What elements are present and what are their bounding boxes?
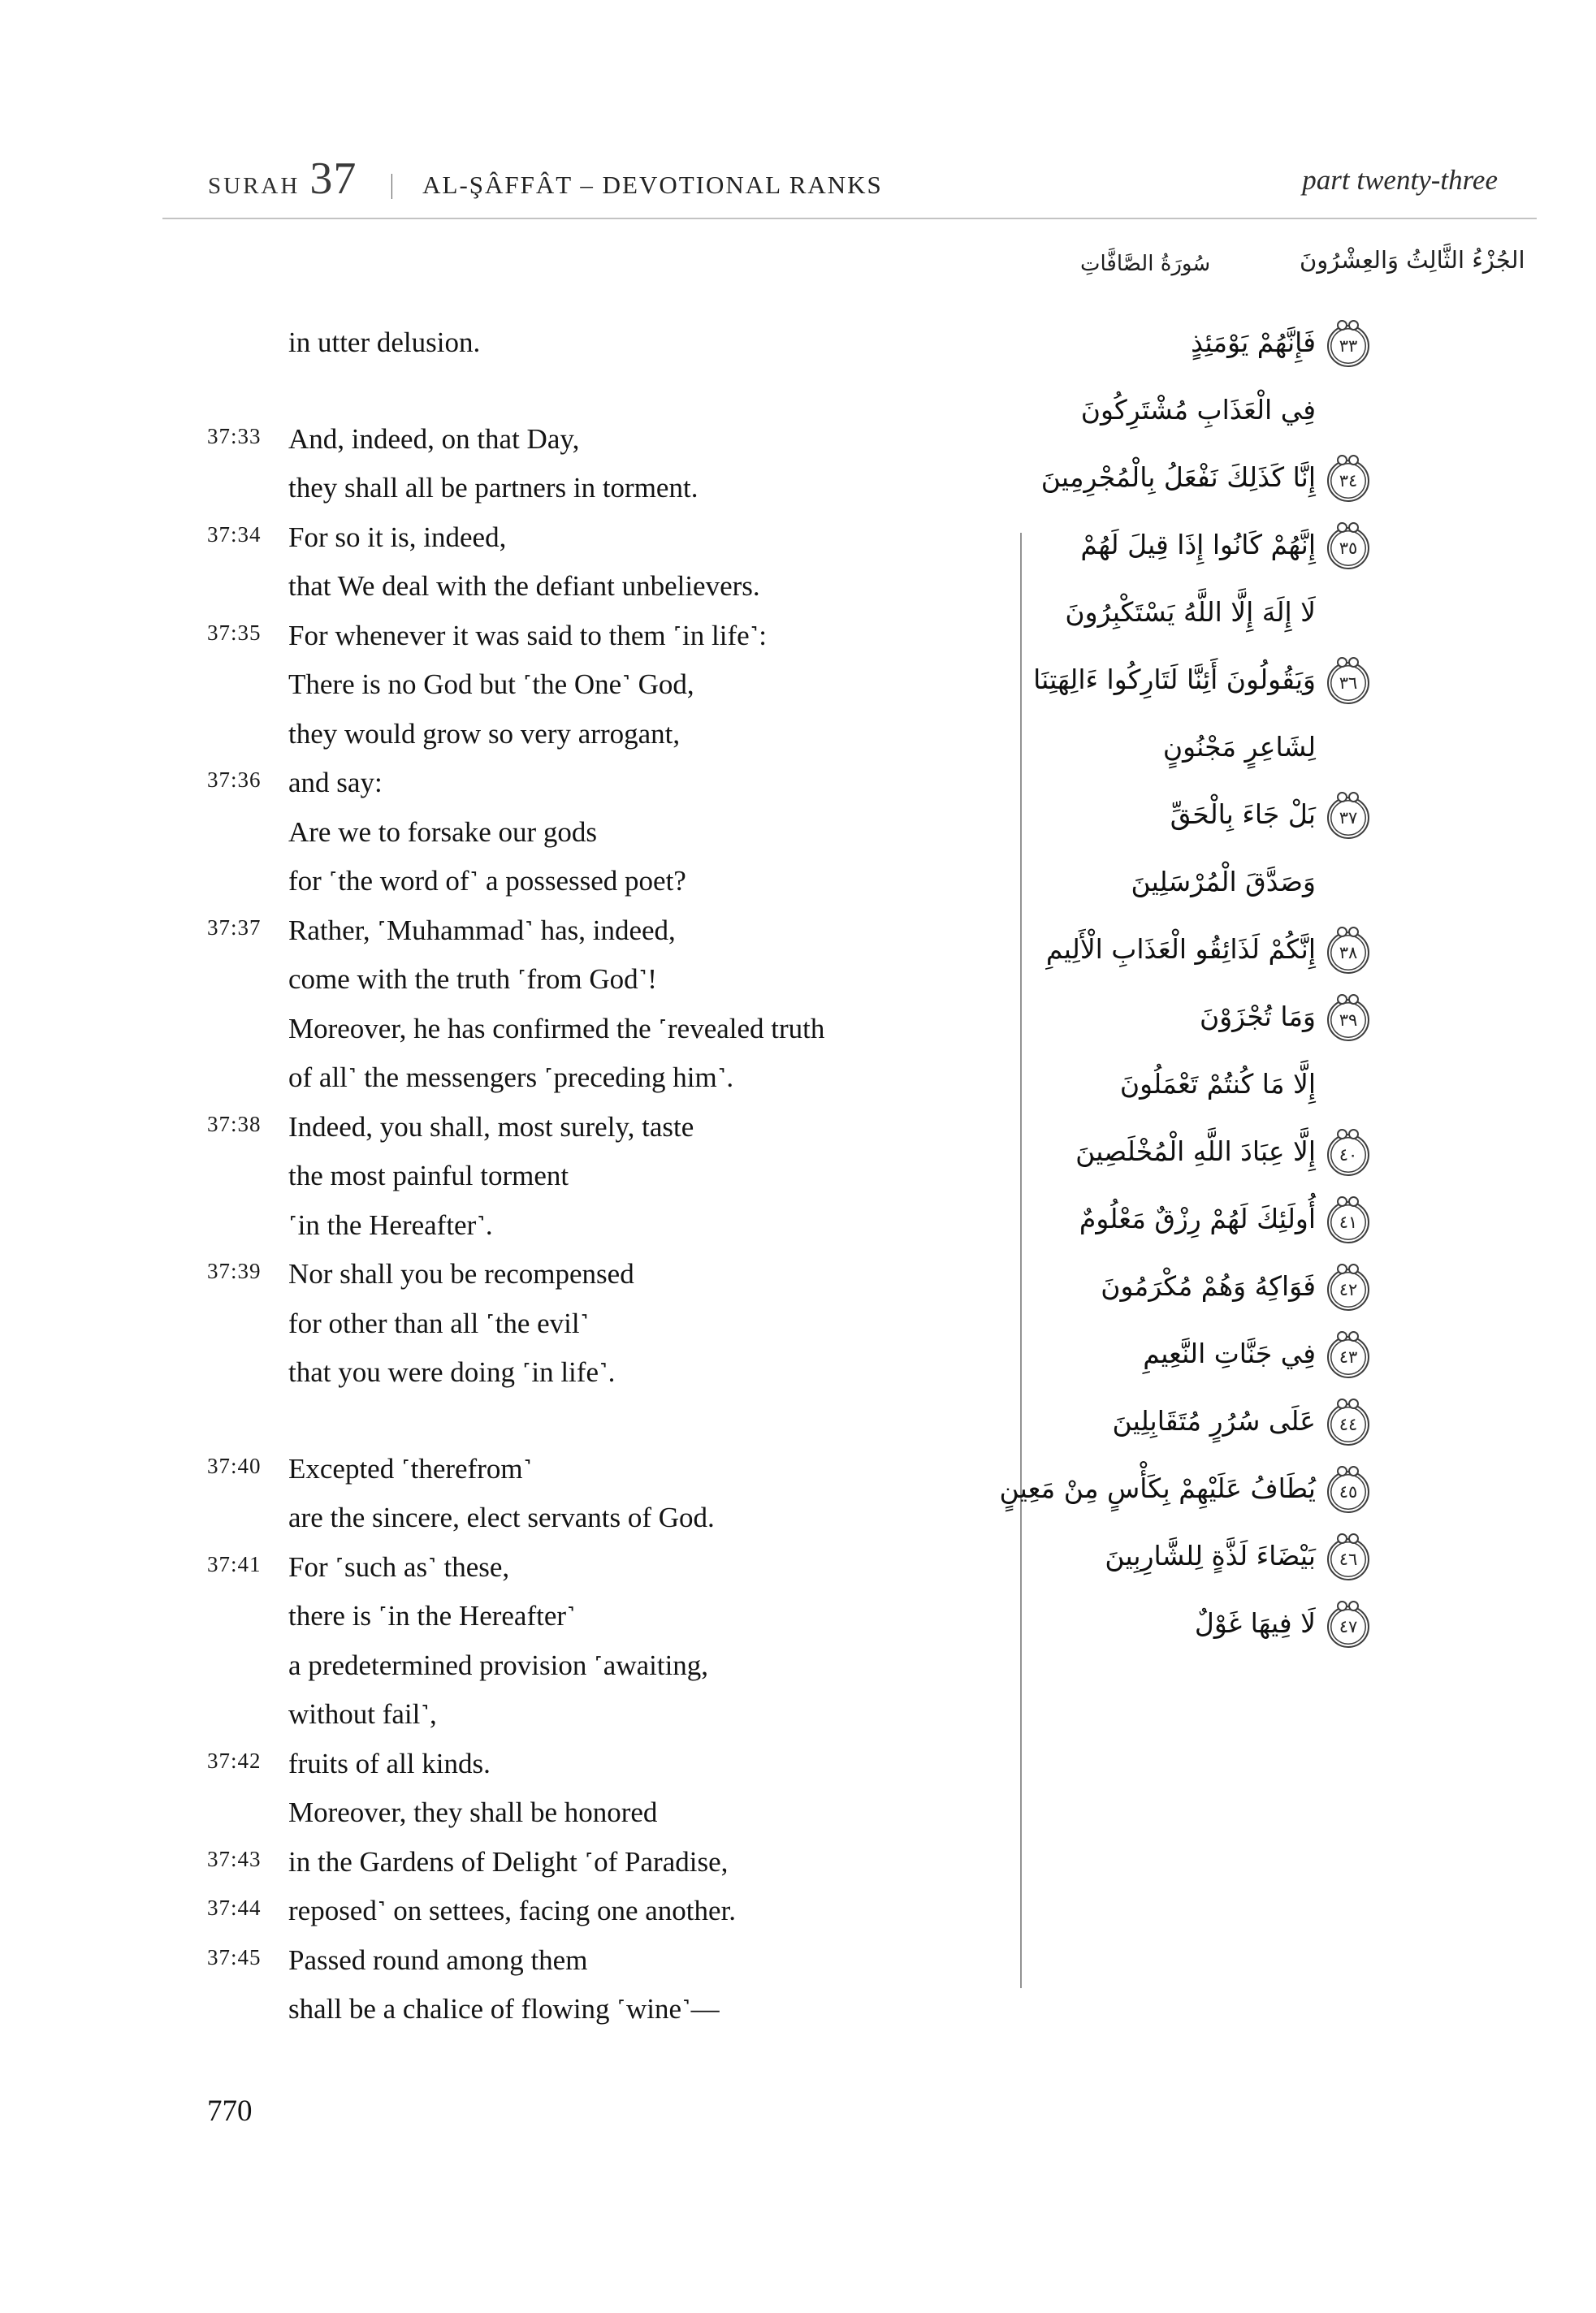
juz-title-arabic: الجُزْءُ الثَّالِثُ وَالعِشْرُونَ <box>1300 246 1525 274</box>
verse-medallion <box>1327 1403 1369 1446</box>
medallion-number: ٣٩ <box>1339 1010 1358 1030</box>
verse-lines <box>288 1250 1027 1398</box>
arabic-line-text: وَصَدَّقَ الْمُرْسَلِينَ <box>1131 866 1316 897</box>
arabic-line-text: إِلَّا مَا كُنتُمْ تَعْمَلُونَ <box>1119 1068 1316 1100</box>
verse-lines <box>288 1838 1027 1887</box>
verse-block <box>207 415 1027 513</box>
arabic-line-text: بَيْضَاءَ لَذَّةٍ لِلشَّارِبِينَ <box>1105 1540 1316 1572</box>
arabic-text-column <box>999 318 1374 1667</box>
arabic-line-text: فَوَاكِهُ وَهُمْ مُكْرَمُونَ <box>1101 1270 1316 1302</box>
verse-medallion <box>1327 1134 1369 1176</box>
verse-medallion <box>1327 1606 1369 1648</box>
verse-line: Indeed, you shall, most surely, taste <box>288 1110 694 1143</box>
arabic-line <box>1040 723 1374 790</box>
medallion-number: ٤٤ <box>1339 1415 1358 1434</box>
verse-line: fruits of all kinds. <box>288 1747 491 1779</box>
arabic-line-text: وَمَا تُجْزَوْنَ <box>1199 1001 1316 1032</box>
verse-ref: 37:37 <box>207 914 262 940</box>
arabic-line-text: عَلَى سُرُرٍ مُتَقَابِلِينَ <box>1112 1405 1316 1437</box>
verse-ref: 37:44 <box>207 1896 262 1920</box>
verse-line: and say: <box>288 767 383 798</box>
verse-line: in utter delusion. <box>288 326 481 358</box>
verse-medallion <box>1327 797 1369 839</box>
arabic-line <box>1040 1397 1374 1464</box>
medallion-number: ٣٧ <box>1339 808 1358 828</box>
medallion-number: ٤٠ <box>1339 1145 1358 1165</box>
verse-line: Moreover, they shall be honored <box>288 1796 658 1828</box>
medallion-number: ٤٣ <box>1339 1347 1358 1367</box>
arabic-line <box>1040 992 1374 1060</box>
verse-medallion <box>1327 325 1369 367</box>
arabic-line <box>1040 790 1374 858</box>
medallion-number: ٤٥ <box>1339 1482 1358 1502</box>
verse-ref: 37:40 <box>207 1453 262 1478</box>
verse-medallion <box>1327 1538 1369 1580</box>
medallion-number: ٤٢ <box>1339 1280 1358 1299</box>
verse-line: Rather, ˹Muhammad˺ has, indeed, <box>288 914 676 946</box>
verse-ref: 37:35 <box>207 620 262 645</box>
arabic-line-text: وَيَقُولُونَ أَئِنَّا لَتَارِكُوا ءَالِهَتِنَا <box>1033 664 1316 695</box>
part-label: part twenty-three <box>1302 164 1498 196</box>
arabic-line-text: إِنَّا كَذَلِكَ نَفْعَلُ بِالْمُجْرِمِينَ <box>1040 461 1316 493</box>
arabic-line <box>1033 655 1374 723</box>
arabic-line-text: إِلَّا عِبَادَ اللَّهِ الْمُخْلَصِينَ <box>1075 1135 1316 1167</box>
verse-line: And, indeed, on that Day, <box>288 422 580 455</box>
medallion-number: ٤٦ <box>1339 1550 1358 1569</box>
verse-ref: 37:33 <box>207 423 262 448</box>
verse-lines <box>288 513 1027 612</box>
arabic-line-text: فَإِنَّهُمْ يَوْمَئِذٍ <box>1191 326 1316 358</box>
verse-medallion <box>1327 932 1369 974</box>
verse-medallion <box>1327 1471 1369 1513</box>
arabic-line <box>1040 1532 1374 1599</box>
verse-medallion <box>1327 460 1369 502</box>
header-rule <box>162 218 1537 219</box>
arabic-line <box>1040 1262 1374 1329</box>
arabic-line-text: فِي جَنَّاتِ النَّعِيمِ <box>1143 1338 1316 1369</box>
verse-lines <box>288 1543 1027 1740</box>
verse-lines <box>288 318 1027 368</box>
arabic-line-text: لَا إِلَهَ إِلَّا اللَّهُ يَسْتَكْبِرُونَ <box>1065 596 1316 628</box>
english-translation-column <box>207 318 1027 2034</box>
arabic-line-text: إِنَّهُمْ كَانُوا إِذَا قِيلَ لَهُمْ <box>1080 529 1316 560</box>
arabic-line <box>1040 453 1374 521</box>
medallion-number: ٣٣ <box>1339 336 1358 356</box>
verse-lines <box>288 1887 1027 1936</box>
verse-block <box>207 318 1027 368</box>
verse-line: for other than all ˹the evil˺ <box>288 1307 590 1339</box>
verse-line: ˹in the Hereafter˺. <box>288 1208 493 1241</box>
verse-block <box>207 1103 1027 1251</box>
arabic-line <box>1040 858 1374 925</box>
verse-line: they would grow so very arrogant, <box>288 717 681 750</box>
arabic-line <box>1040 1599 1374 1667</box>
surah-number: 37 <box>309 153 357 204</box>
verse-block <box>207 1543 1027 1740</box>
verse-medallion <box>1327 527 1369 569</box>
column-divider <box>1020 533 1022 1988</box>
verse-lines <box>288 906 1027 1103</box>
medallion-number: ٣٨ <box>1339 943 1358 962</box>
medallion-number: ٤١ <box>1339 1213 1358 1232</box>
arabic-line-text: أُولَئِكَ لَهُمْ رِزْقٌ مَعْلُومٌ <box>1079 1203 1316 1234</box>
arabic-line-text: فِي الْعَذَابِ مُشْتَرِكُونَ <box>1080 394 1316 426</box>
verse-line: without fail˺, <box>288 1698 437 1730</box>
arabic-line <box>1040 318 1374 386</box>
verse-line: in the Gardens of Delight ˹of Paradise, <box>288 1845 729 1878</box>
arabic-line-text: لَا فِيهَا غَوْلٌ <box>1194 1607 1316 1639</box>
verse-block <box>207 513 1027 612</box>
verse-line: there is ˹in the Hereafter˺ <box>288 1600 576 1632</box>
verse-line: Nor shall you be recompensed <box>288 1258 634 1290</box>
verse-lines <box>288 1445 1027 1543</box>
verse-line: for ˹the word of˺ a possessed poet? <box>288 865 686 897</box>
arabic-line <box>1040 588 1374 655</box>
verse-line: For so it is, indeed, <box>288 521 507 553</box>
verse-block <box>207 612 1027 759</box>
arabic-line <box>1040 1127 1374 1195</box>
verse-medallion <box>1327 662 1369 704</box>
surah-label: SURAH <box>208 173 301 199</box>
verse-medallion <box>1327 999 1369 1041</box>
verse-block <box>207 1445 1027 1543</box>
verse-line: Passed round among them <box>288 1943 588 1976</box>
arabic-line <box>1040 386 1374 453</box>
verse-ref: 37:45 <box>207 1944 262 1969</box>
arabic-line <box>1040 1060 1374 1127</box>
surah-title-arabic: سُورَةُ الصَّافَّاتِ <box>1080 252 1211 276</box>
verse-block <box>207 1936 1027 2034</box>
arabic-line <box>1040 925 1374 992</box>
header-separator: | <box>390 170 394 200</box>
verse-medallion <box>1327 1201 1369 1243</box>
verse-line: the most painful torment <box>288 1160 569 1191</box>
medallion-number: ٣٦ <box>1339 673 1358 693</box>
verse-ref: 37:38 <box>207 1111 262 1136</box>
verse-block <box>207 1887 1027 1936</box>
verse-line: For ˹such as˺ these, <box>288 1550 510 1583</box>
verse-lines <box>288 1103 1027 1251</box>
arabic-line-text: بَلْ جَاءَ بِالْحَقِّ <box>1170 798 1316 830</box>
verse-medallion <box>1327 1336 1369 1378</box>
verse-block <box>207 1250 1027 1398</box>
verse-line: are the sincere, elect servants of God. <box>288 1502 715 1533</box>
verse-lines <box>288 415 1027 513</box>
verse-line: Are we to forsake our gods <box>288 815 598 848</box>
verse-lines <box>288 612 1027 759</box>
verse-line: reposed˺ on settees, facing one another. <box>288 1895 737 1926</box>
page-header <box>162 153 1537 211</box>
surah-heading <box>208 153 883 205</box>
verse-line: that you were doing ˹in life˺. <box>288 1356 616 1388</box>
verse-ref: 37:39 <box>207 1259 262 1283</box>
verse-block <box>207 1740 1027 1838</box>
page-number: 770 <box>207 2095 253 2128</box>
verse-ref: 37:36 <box>207 767 262 792</box>
verse-block <box>207 1838 1027 1887</box>
medallion-number: ٤٧ <box>1339 1617 1358 1636</box>
arabic-line-text: إِنَّكُمْ لَذَائِقُو الْعَذَابِ الْأَلِيمِ <box>1045 933 1316 965</box>
medallion-number: ٣٤ <box>1339 471 1358 491</box>
verse-lines <box>288 1740 1027 1838</box>
medallion-number: ٣٥ <box>1339 538 1358 558</box>
arabic-line-text: لِشَاعِرٍ مَجْنُونٍ <box>1162 731 1316 763</box>
verse-line: come with the truth ˹from God˺! <box>288 963 657 995</box>
verse-ref: 37:43 <box>207 1846 262 1871</box>
verse-line: Excepted ˹therefrom˺ <box>288 1452 533 1485</box>
verse-block <box>207 906 1027 1103</box>
verse-ref: 37:41 <box>207 1551 262 1576</box>
arabic-line <box>1040 521 1374 588</box>
arabic-line <box>1040 1329 1374 1397</box>
verse-line: shall be a chalice of flowing ˹wine˺— <box>288 1993 720 2025</box>
verse-line: they shall all be partners in torment. <box>288 472 699 504</box>
verse-ref: 37:42 <box>207 1748 262 1773</box>
verse-block <box>207 759 1027 906</box>
verse-line: There is no God but ˹the One˺ God, <box>288 668 694 700</box>
verse-ref: 37:34 <box>207 521 262 547</box>
verse-line: of all˺ the messengers ˹preceding him˺. <box>288 1061 734 1093</box>
verse-line: that We deal with the defiant unbelievers. <box>288 570 760 602</box>
verse-line: For whenever it was said to them ˹in life˺: <box>288 619 768 651</box>
verse-lines <box>288 759 1027 906</box>
verse-lines <box>288 1936 1027 2034</box>
verse-line: a predetermined provision ˹awaiting, <box>288 1649 709 1681</box>
arabic-line <box>1040 1195 1374 1262</box>
surah-title: AL-ŞÂFFÂT – DEVOTIONAL RANKS <box>422 171 883 199</box>
verse-line: Moreover, he has confirmed the ˹revealed truth <box>288 1012 825 1044</box>
arabic-line <box>999 1464 1374 1532</box>
arabic-line-text: يُطَافُ عَلَيْهِمْ بِكَأْسٍ مِنْ مَعِينٍ <box>999 1472 1316 1504</box>
verse-medallion <box>1327 1269 1369 1311</box>
